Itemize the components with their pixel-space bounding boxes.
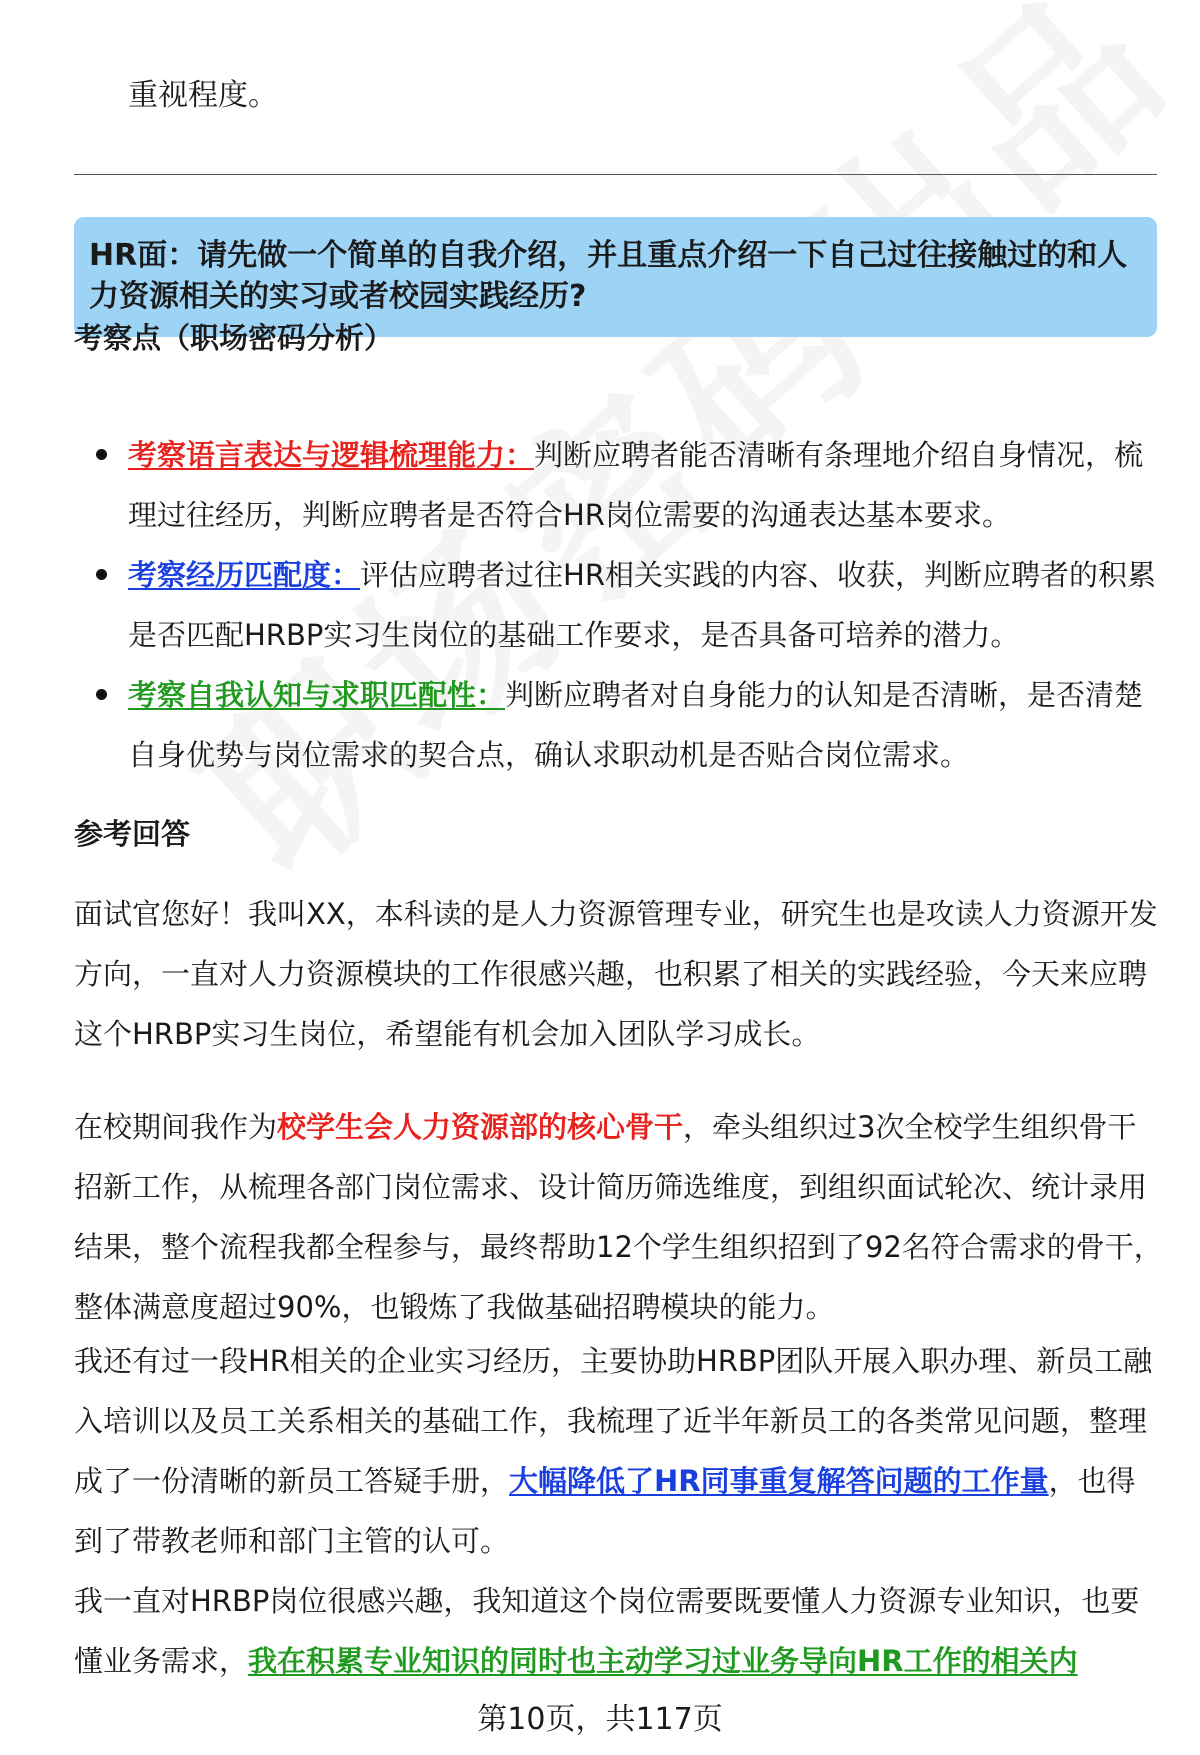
answer-paragraph-2: [74, 1097, 1164, 1337]
bullet-text: 评估应聘者过往HR相关实践的内容、收获，判断应聘者的积累是否匹配HRBP实习生岗位的基础工作要求，是否具备可培养的潜力。: [128, 558, 1156, 652]
bullet-keyword: 考察语言表达与逻辑梳理能力：: [128, 438, 535, 472]
analysis-list: [74, 425, 1164, 785]
highlight-text: 大幅降低了HR同事重复解答问题的工作量: [509, 1464, 1049, 1498]
answer-text: 我一直对HRBP岗位很感兴趣，我知道这个岗位需要既要懂人力资源专业知识，也要懂业务需求，: [74, 1584, 1140, 1678]
bullet-keyword: 考察自我认知与求职匹配性：: [128, 678, 506, 712]
page-footer: 第10页，共117页: [477, 1702, 723, 1737]
bullet-icon: [96, 449, 107, 460]
list-item: [74, 665, 1164, 785]
list-item: [74, 545, 1164, 665]
bullet-icon: [96, 689, 107, 700]
answer-text: 在校期间我作为: [74, 1110, 278, 1144]
answer-text: 我还有过一段HR相关的企业实习经历，主要协助HRBP团队开展入职办理、新员工融入培训以及员工关系相关的基础工作，我梳理了近半年新员工的各类常见问题，整理成了一份清晰的新员工答疑手册，: [74, 1344, 1153, 1498]
highlight-text: 校学生会人力资源部的核心骨干: [277, 1110, 684, 1144]
bullet-keyword: 考察经历匹配度：: [128, 558, 361, 592]
bullet-text: 判断应聘者能否清晰有条理地介绍自身情况，梳理过往经历，判断应聘者是否符合HR岗位需要的沟通表达基本要求。: [128, 438, 1144, 532]
answer-heading: 参考回答: [74, 817, 191, 851]
continuation-text: 重视程度。: [128, 78, 278, 113]
question-text: HR面：请先做一个简单的自我介绍，并且重点介绍一下自己过往接触过的和人力资源相关的实习或者校园实践经历?: [89, 238, 1128, 314]
answer-text: ，也得到了带教老师和部门主管的认可。: [74, 1464, 1136, 1558]
answer-paragraph-1: 面试官您好！我叫XX，本科读的是人力资源管理专业，研究生也是攻读人力资源开发方向，一直对人力资源模块的工作很感兴趣，也积累了相关的实践经验，今天来应聘这个HRBP实习生岗位，希望能有机会加入团队学习成长。: [74, 897, 1158, 1051]
bullet-text: 判断应聘者对自身能力的认知是否清晰，是否清楚自身优势与岗位需求的契合点，确认求职动机是否贴合岗位需求。: [128, 678, 1144, 772]
highlight-text: 我在积累专业知识的同时也主动学习过业务导向HR工作的相关内: [248, 1644, 1078, 1678]
answer-paragraph-4: [74, 1571, 1164, 1691]
analysis-heading: 考察点（职场密码分析）: [74, 321, 394, 355]
answer-paragraph-3: [74, 1331, 1164, 1571]
section-divider: [74, 174, 1157, 175]
list-item: [74, 425, 1164, 545]
answer-text: ，牵头组织过3次全校学生组织骨干招新工作，从梳理各部门岗位需求、设计简历筛选维度，到组织面试轮次、统计录用结果，整个流程我都全程参与，最终帮助12个学生组织招到了92名符合需求的骨干，整体满意度超过90%，也锻炼了我做基础招聘模块的能力。: [74, 1110, 1163, 1324]
bullet-icon: [96, 569, 107, 580]
